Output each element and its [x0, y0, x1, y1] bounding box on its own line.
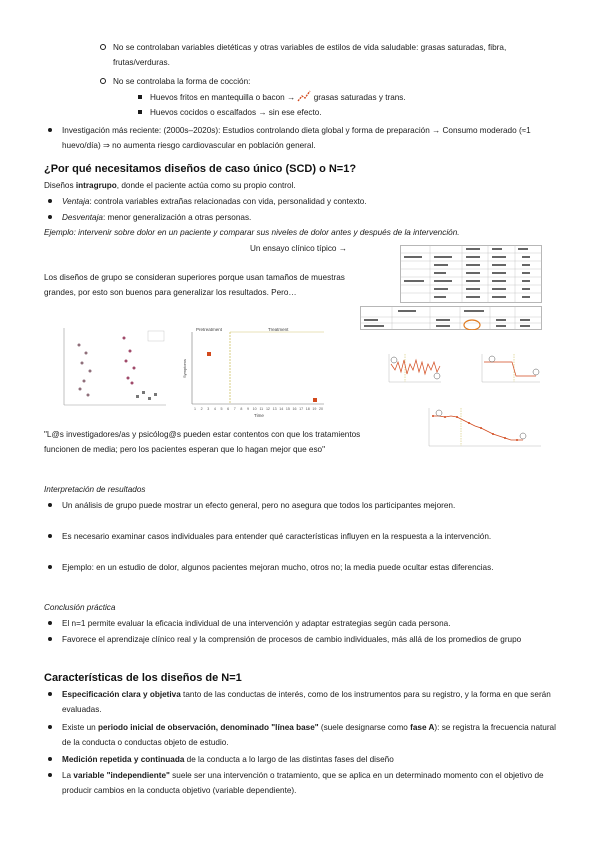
subsection-heading: Conclusión práctica [44, 603, 116, 612]
x-tick-label: 20 [319, 407, 323, 411]
text: Existe un [62, 723, 98, 732]
list-item [62, 529, 562, 544]
text-bold: variable "independiente" [73, 771, 170, 780]
x-tick-label: 17 [299, 407, 304, 411]
x-tick-label: 6 [227, 407, 230, 411]
list-item-text: Investigación más reciente: (2000s–2020s): Estudios controlando dieta global y forma de preparación → Consumo moderado (≈1 huevo/día) ⇒ no aumenta riesgo cardiovascular en población general. [62, 126, 531, 150]
list-item-text: tanto de las conductas de interés, como de los instrumentos para su registro, y la forma en que serán evaluadas. [62, 690, 551, 714]
list-item-text: Es necesario examinar casos individuales para entender qué características influyen en la respuesta a la intervención. [62, 532, 492, 541]
section-heading: ¿Por qué necesitamos diseños de caso único (SCD) o N=1? [44, 163, 357, 175]
list-item-text: Huevos cocidos o escalfados → sin ese efecto. [150, 108, 322, 117]
text-bold: Medición repetida y continuada [62, 755, 185, 764]
data-point [313, 398, 317, 402]
list-item [62, 687, 562, 717]
list-item [62, 632, 562, 647]
single-case-chart-3 [425, 404, 543, 454]
trend-up-icon [297, 90, 311, 102]
x-tick-label: 2 [200, 407, 203, 411]
list-item-text: de la conducta a lo largo de las distintas fases del diseño [184, 755, 394, 764]
text-italic: Ventaja [62, 197, 90, 206]
list-item-text: Huevos fritos en mantequilla o bacon → [150, 93, 296, 102]
x-axis-title: Time [254, 413, 264, 418]
text-bold: intragrupo [75, 181, 117, 190]
baseline-phase-label: Pretreatment [196, 327, 223, 332]
text: Diseños [44, 181, 76, 190]
list-item-text: No se controlaban variables dietéticas y otras variables de estilos de vida saludable: grasas saturadas, fibra, frutas/verduras. [113, 43, 507, 67]
x-tick-label: 15 [285, 407, 290, 411]
ab-design-chart [178, 322, 326, 422]
text-bold: fase A [410, 723, 435, 732]
text: ): se registra la frecuencia natural de la conducta o conductas objeto de estudio. [62, 723, 556, 747]
text-italic: Desventaja [62, 213, 103, 222]
list-item [62, 194, 562, 209]
scatter-plot-image [44, 323, 169, 415]
data-point [207, 352, 211, 356]
list-item [62, 720, 562, 750]
list-item [113, 40, 553, 70]
x-tick-label: 19 [312, 407, 317, 411]
list-item [62, 210, 562, 225]
list-item [150, 105, 550, 120]
list-item-text: grasas saturadas y trans. [313, 93, 406, 102]
x-tick-label: 9 [247, 407, 250, 411]
text-bold: Especificación clara y objetiva [62, 690, 181, 699]
x-tick-label: 14 [279, 407, 284, 411]
x-tick-label: 7 [233, 407, 236, 411]
list-item-text: No se controlaba la forma de cocción: [113, 77, 251, 86]
list-item [62, 123, 562, 153]
list-item-text: Favorece el aprendizaje clínico real y la comprensión de procesos de cambio individuales, más allá de los promedios de grupo [62, 635, 522, 644]
treatment-phase-label: Treatment [268, 327, 289, 332]
paragraph [44, 178, 564, 193]
results-table-image [360, 306, 542, 330]
x-tick-label: 16 [292, 407, 297, 411]
single-case-chart-1 [385, 350, 443, 390]
x-tick-label: 4 [213, 407, 216, 411]
x-tick-label: 3 [207, 407, 210, 411]
list-item [62, 560, 562, 575]
quote-paragraph: "L@s investigadores/as y psicólog@s pueden estar contentos con que los tratamientos funcionen de media; pero los pacientes esperan que lo hagan mejor que eso" [44, 430, 361, 454]
list-item [150, 90, 550, 105]
list-item [62, 768, 562, 798]
x-tick-label: 8 [240, 407, 243, 411]
list-item-text: suele ser una intervención o tratamiento, que se aplica en un determinado momento con el objetivo de producir cambios en la conducta objetivo (variable dependiente). [62, 771, 544, 795]
trial-table-image [400, 245, 542, 303]
text: La [62, 771, 74, 780]
text: : controla variables extrañas relacionadas con vida, personalidad y contexto. [89, 197, 367, 206]
x-tick-label: 18 [305, 407, 310, 411]
list-item [62, 498, 562, 513]
x-tick-label: 5 [220, 407, 223, 411]
text: , donde el paciente actúa como su propio control. [116, 181, 296, 190]
text: (suele designarse como [318, 723, 411, 732]
text-bold: periodo inicial de observación, denominado "línea base" [97, 723, 319, 732]
list-item-text: Un análisis de grupo puede mostrar un efecto general, pero no asegura que todos los participantes mejoren. [62, 501, 456, 510]
text: : menor generalización a otras personas. [102, 213, 252, 222]
trial-caption: Un ensayo clínico típico → [250, 244, 347, 253]
x-tick-label: 1 [194, 407, 196, 411]
single-case-chart-2 [478, 350, 542, 390]
list-item [62, 752, 562, 767]
subsection-heading: Interpretación de resultados [44, 485, 146, 494]
list-item [113, 74, 553, 89]
y-axis-title: Symptoms [182, 359, 187, 378]
section-heading: Características de los diseños de N=1 [44, 672, 242, 684]
example-text: Ejemplo: intervenir sobre dolor en un paciente y comparar sus niveles de dolor antes y después de la intervención. [44, 228, 460, 237]
list-item [62, 616, 562, 631]
x-tick-label: 13 [272, 407, 277, 411]
x-tick-label: 12 [265, 407, 270, 411]
list-item-text: El n=1 permite evaluar la eficacia individual de una intervención y adaptar estrategias según cada persona. [62, 619, 451, 628]
x-tick-label: 10 [252, 407, 257, 411]
paragraph: Los diseños de grupo se consideran superiores porque usan tamaños de muestras grandes, por esto son buenos para generalizar los resultados. Pero… [44, 273, 345, 297]
list-item-text: Ejemplo: en un estudio de dolor, algunos pacientes mejoran mucho, otros no; la media puede ocultar estas diferencias. [62, 563, 494, 572]
x-tick-label: 11 [259, 407, 264, 411]
